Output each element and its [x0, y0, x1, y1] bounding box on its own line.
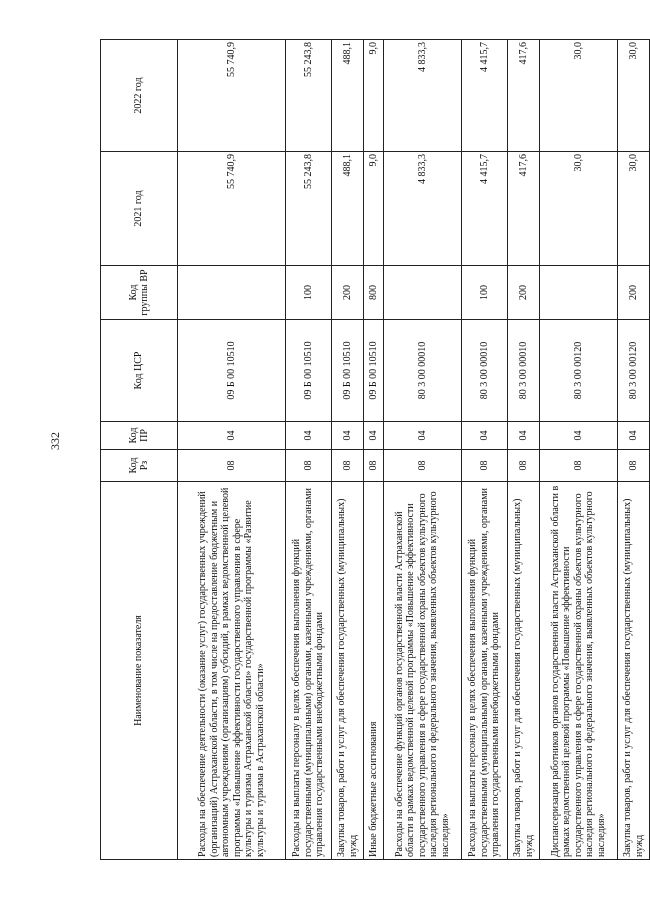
header-2021: 2021 год: [101, 152, 178, 266]
row-rz: 08: [332, 450, 364, 482]
row-name: Закупка товаров, работ и услуг для обеспечения государственных (муниципальных) нужд: [508, 482, 540, 860]
row-vr: [178, 266, 286, 320]
rotated-page: [100, 40, 645, 860]
row-pr: 04: [364, 422, 384, 450]
table-row: [462, 40, 508, 860]
row-vr: 200: [508, 266, 540, 320]
row-csr: 80 3 00 00120: [540, 320, 618, 422]
row-pr: 04: [540, 422, 618, 450]
row-vr: [540, 266, 618, 320]
row-pr: 04: [618, 422, 650, 450]
row-2021: 488,1: [332, 152, 364, 266]
row-pr: 04: [332, 422, 364, 450]
header-vr: Код группы ВР: [101, 266, 178, 320]
row-2021: 30,0: [618, 152, 650, 266]
header-csr: Код ЦСР: [101, 320, 178, 422]
row-vr: 200: [332, 266, 364, 320]
row-pr: 04: [286, 422, 332, 450]
row-rz: 08: [364, 450, 384, 482]
row-2022: 30,0: [618, 40, 650, 152]
row-2022: 4 415,7: [462, 40, 508, 152]
row-name: Закупка товаров, работ и услуг для обеспечения государственных (муниципальных) нужд: [618, 482, 650, 860]
header-rz: Код Рз: [101, 450, 178, 482]
header-name: Наименование показателя: [101, 482, 178, 860]
row-vr: 100: [462, 266, 508, 320]
row-rz: 08: [384, 450, 462, 482]
row-2021: 9,0: [364, 152, 384, 266]
row-pr: 04: [462, 422, 508, 450]
table-row: [384, 40, 462, 860]
row-2021: 4 415,7: [462, 152, 508, 266]
row-rz: 08: [178, 450, 286, 482]
row-2021: 30,0: [540, 152, 618, 266]
row-csr: 09 Б 00 10510: [286, 320, 332, 422]
row-name: Закупка товаров, работ и услуг для обеспечения государственных (муниципальных) нужд: [332, 482, 364, 860]
row-rz: 08: [540, 450, 618, 482]
row-rz: 08: [618, 450, 650, 482]
header-pr: Код ПР: [101, 422, 178, 450]
row-name: Расходы на выплаты персоналу в целях обеспечения выполнения функций государственными (муниципальными) органами, казенными учреждениями, органами управления государственными внебюджетными фондами: [462, 482, 508, 860]
row-pr: 04: [508, 422, 540, 450]
row-name: Диспансеризация работников органов государственной власти Астраханской области в рамках ведомственной целевой программы «Повышение эффективности государственного управления в сфере государственной охраны объектов культурного наследия регионального и федерального значения, выявленных объектов культурного наследия»: [540, 482, 618, 860]
row-pr: 04: [178, 422, 286, 450]
row-csr: 80 3 00 00120: [618, 320, 650, 422]
row-2022: 55 243,8: [286, 40, 332, 152]
row-2022: 55 740,9: [178, 40, 286, 152]
row-rz: 08: [508, 450, 540, 482]
row-csr: 09 Б 00 10510: [178, 320, 286, 422]
table-row: [332, 40, 364, 860]
row-csr: 09 Б 00 10510: [364, 320, 384, 422]
table-row: [618, 40, 650, 860]
table-header-row: [101, 40, 178, 860]
row-2021: 55 243,8: [286, 152, 332, 266]
row-vr: 800: [364, 266, 384, 320]
row-vr: 200: [618, 266, 650, 320]
row-csr: 80 3 00 00010: [384, 320, 462, 422]
row-rz: 08: [286, 450, 332, 482]
row-vr: [384, 266, 462, 320]
header-2022: 2022 год: [101, 40, 178, 152]
row-pr: 04: [384, 422, 462, 450]
row-2021: 55 740,9: [178, 152, 286, 266]
row-2022: 9,0: [364, 40, 384, 152]
row-name: Расходы на обеспечение функций органов государственной власти Астраханской области в рамках ведомственной целевой программы «Повышение эффективности государственного управления в сфере государственной охраны объектов культурного наследия регионального и федерального значения, выявленных объектов культурного наследия»: [384, 482, 462, 860]
row-rz: 08: [462, 450, 508, 482]
row-csr: 80 3 00 00010: [462, 320, 508, 422]
row-2021: 4 833,3: [384, 152, 462, 266]
row-name: Расходы на обеспечение деятельности (оказание услуг) государственных учреждений (организаций) Астраханской области, в том числе на предоставление бюджетным и автономным учреждениям (организациям) субсидий, в рамках ведомственной целевой программы «Повышение эффективности государственного управления в сфере культуры и туризма Астраханской области» государственной программы «Развитие культуры и туризма в Астраханской области»: [178, 482, 286, 860]
row-vr: 100: [286, 266, 332, 320]
budget-table: [100, 39, 650, 860]
row-2021: 417,6: [508, 152, 540, 266]
row-csr: 80 3 00 00010: [508, 320, 540, 422]
table-row: [508, 40, 540, 860]
row-2022: 417,6: [508, 40, 540, 152]
row-2022: 30,0: [540, 40, 618, 152]
table-row: [364, 40, 384, 860]
row-name: Иные бюджетные ассигнования: [364, 482, 384, 860]
row-csr: 09 Б 00 10510: [332, 320, 364, 422]
table-row: [178, 40, 286, 860]
row-2022: 4 833,3: [384, 40, 462, 152]
row-name: Расходы на выплаты персоналу в целях обеспечения выполнения функций государственными (муниципальными) органами, казенными учреждениями, органами управления государственными внебюджетными фондами: [286, 482, 332, 860]
table-row: [286, 40, 332, 860]
row-2022: 488,1: [332, 40, 364, 152]
budget-table-container: [100, 40, 645, 860]
page-number: 332: [48, 432, 62, 450]
table-row: [540, 40, 618, 860]
